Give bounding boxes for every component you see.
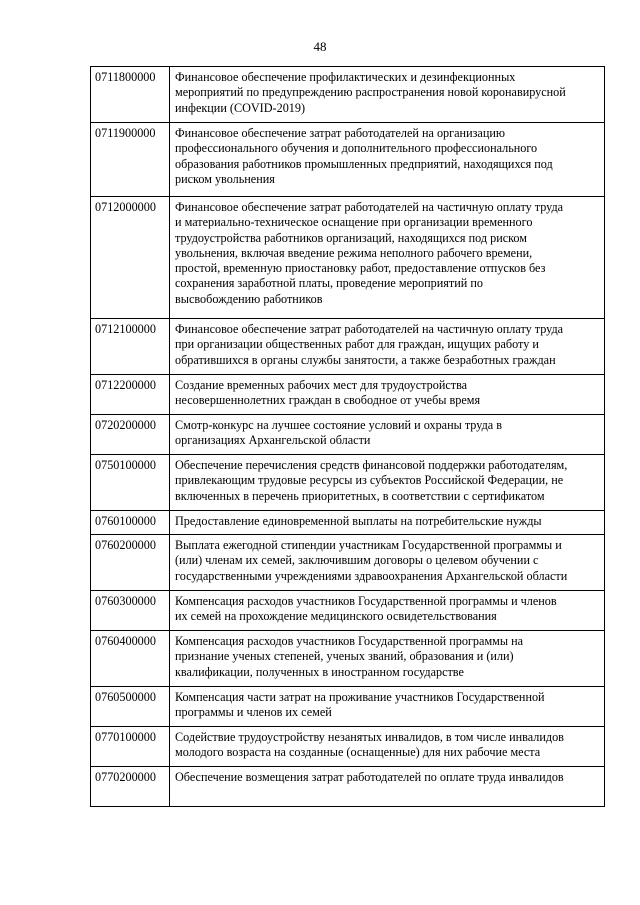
description-cell <box>170 415 605 455</box>
description-line: Финансовое обеспечение затрат работодателей на частичную оплату труда <box>175 322 564 336</box>
description-line: профессионального обучения и дополнительного профессионального <box>175 141 538 156</box>
description-line: квалификации, полученных в иностранном государстве <box>175 664 464 679</box>
description-line: обратившихся в органы службы занятости, а также безработных граждан <box>175 352 556 367</box>
table-row <box>91 67 605 123</box>
table-row <box>91 415 605 455</box>
description-line: при организации общественных работ для граждан, ищущих работу и <box>175 337 539 352</box>
description-line: Компенсация расходов участников Государственной программы и членов <box>175 594 557 608</box>
description-line: трудоустройства работников организаций, находящихся под риском <box>175 230 527 245</box>
table-row <box>91 631 605 687</box>
description-line: признание ученых степеней, ученых званий, образования и (или) <box>175 649 514 664</box>
table-row <box>91 591 605 631</box>
description-line: Содействие трудоустройству незанятых инвалидов, в том числе инвалидов <box>175 730 564 744</box>
description-line: Компенсация расходов участников Государственной программы на <box>175 634 524 648</box>
page-number: 48 <box>313 39 327 54</box>
budget-code-cell: 0760500000 <box>91 687 170 727</box>
budget-code-cell: 0750100000 <box>91 455 170 511</box>
table-row <box>91 687 605 727</box>
description-line: инфекции (COVID-2019) <box>175 100 306 115</box>
budget-codes-table <box>90 66 605 807</box>
description-line: молодого возраста на созданные (оснащенные) для них рабочие места <box>175 745 541 760</box>
description-line: их семей на прохождение медицинского освидетельствования <box>175 609 497 624</box>
description-cell <box>170 767 605 807</box>
budget-code-cell: 0760100000 <box>91 511 170 535</box>
budget-code-cell: 0760300000 <box>91 591 170 631</box>
table-row <box>91 511 605 535</box>
description-line: программы и членов их семей <box>175 705 332 720</box>
description-line: (или) членам их семей, заключившим договоры о целевом обучении с <box>175 553 539 568</box>
description-cell <box>170 67 605 123</box>
description-cell <box>170 455 605 511</box>
description-line: несовершеннолетних граждан в свободное от учебы время <box>175 393 481 408</box>
description-cell <box>170 375 605 415</box>
description-cell <box>170 687 605 727</box>
description-line: Обеспечение возмещения затрат работодателей по оплате труда инвалидов <box>175 770 564 784</box>
budget-code-cell: 0760400000 <box>91 631 170 687</box>
budget-code-cell: 0770100000 <box>91 727 170 767</box>
description-line: Выплата ежегодной стипендии участникам Государственной программы и <box>175 538 562 552</box>
description-cell <box>170 631 605 687</box>
description-line: Компенсация части затрат на проживание участников Государственной <box>175 690 545 704</box>
budget-code-cell: 0720200000 <box>91 415 170 455</box>
table-row <box>91 535 605 591</box>
table-body <box>91 67 605 807</box>
budget-code-cell: 0760200000 <box>91 535 170 591</box>
description-line: простой, временную приостановку работ, предоставление отпусков без <box>175 261 546 276</box>
table-row <box>91 197 605 319</box>
description-line: мероприятий по предупреждению распространения новой коронавирусной <box>175 85 566 100</box>
description-line: и материально-техническое оснащение при организации временного <box>175 215 533 230</box>
table-row <box>91 319 605 375</box>
description-line: включенных в перечень приоритетных, в соответствии с сертификатом <box>175 488 545 503</box>
description-line: Обеспечение перечисления средств финансовой поддержки работодателям, <box>175 458 568 472</box>
budget-code-cell: 0712200000 <box>91 375 170 415</box>
budget-code-cell: 0711800000 <box>91 67 170 123</box>
description-line: Создание временных рабочих мест для трудоустройства <box>175 378 468 392</box>
budget-code-cell: 0770200000 <box>91 767 170 807</box>
description-cell <box>170 197 605 319</box>
description-line: сохранения заработной платы, проведение мероприятий по <box>175 276 483 291</box>
description-line: государственными учреждениями здравоохранения Архангельской области <box>175 568 568 583</box>
table-row <box>91 375 605 415</box>
description-cell <box>170 535 605 591</box>
budget-code-cell: 0712100000 <box>91 319 170 375</box>
description-line: организациях Архангельской области <box>175 433 371 448</box>
description-line: Предоставление единовременной выплаты на потребительские нужды <box>175 514 542 528</box>
description-cell <box>170 123 605 197</box>
description-line: Финансовое обеспечение затрат работодателей на организацию <box>175 126 505 140</box>
description-line: высвобождению работников <box>175 291 323 306</box>
description-line: увольнения, включая введение режима неполного рабочего времени, <box>175 245 533 260</box>
budget-code-cell: 0711900000 <box>91 123 170 197</box>
description-line: Смотр-конкурс на лучшее состояние условий и охраны труда в <box>175 418 502 432</box>
description-line: привлекающим трудовые ресурсы из субъектов Российской Федерации, не <box>175 473 564 488</box>
budget-code-cell: 0712000000 <box>91 197 170 319</box>
table-row <box>91 455 605 511</box>
description-line: риском увольнения <box>175 171 275 186</box>
description-cell <box>170 727 605 767</box>
table-row <box>91 767 605 807</box>
table-row <box>91 727 605 767</box>
description-line: Финансовое обеспечение затрат работодателей на частичную оплату труда <box>175 200 564 214</box>
description-cell <box>170 511 605 535</box>
description-cell <box>170 591 605 631</box>
table-row <box>91 123 605 197</box>
description-line: образования работников промышленных предприятий, находящихся под <box>175 156 553 171</box>
description-cell <box>170 319 605 375</box>
description-line: Финансовое обеспечение профилактических и дезинфекционных <box>175 70 516 84</box>
